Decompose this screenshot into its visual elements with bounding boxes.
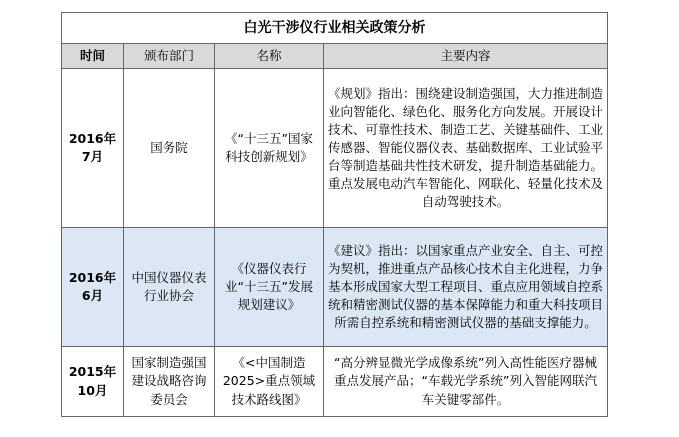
table-row: [62, 69, 608, 228]
cell-department: 国务院: [124, 69, 215, 228]
policy-table: [61, 12, 608, 417]
cell-time: [62, 69, 124, 228]
cell-content: “高分辨显微光学成像系统”列入高性能医疗器械重点发展产品；“车载光学系统”列入智能网联汽车关键零部件。: [324, 347, 608, 417]
time-text: 2015年 10月: [68, 364, 117, 398]
policy-table-container: [61, 12, 607, 417]
cell-department: 国家制造强国建设战略咨询委员会: [124, 347, 215, 417]
header-time: 时间: [62, 44, 124, 69]
header-name: 名称: [215, 44, 324, 69]
cell-time: [62, 228, 124, 347]
cell-department: 中国仪器仪表行业协会: [124, 228, 215, 347]
time-text: 2016年 6月: [68, 269, 117, 303]
table-row: [62, 228, 608, 347]
cell-name: 《<中国制造2025>重点领域技术路线图》: [215, 347, 324, 417]
cell-content: 《建议》指出：以国家重点产业安全、自主、可控为契机，推进重点产品核心技术自主化进程，力争基本形成国家大型工程项目、重点应用领域自控系统和精密测试仪器的基本保障能力和重大科技项目所需自控系统和精密测试仪器的基础支撑能力。: [324, 228, 608, 347]
header-department: 颁布部门: [124, 44, 215, 69]
cell-time: [62, 347, 124, 417]
cell-name: 《仪器仪表行业“十三五”发展规划建议》: [215, 228, 324, 347]
table-title-row: [62, 13, 608, 44]
cell-content: 《规划》指出：围绕建设制造强国，大力推进制造业向智能化、绿色化、服务化方向发展。开展设计技术、可靠性技术、制造工艺、关键基础件、工业传感器、智能仪器仪表、基础数据库、工业试验平台等制造基础共性技术研发，提升制造基础能力。重点发展电动汽车智能化、网联化、轻量化技术及自动驾驶技术。: [324, 69, 608, 228]
table-title: 白光干涉仪行业相关政策分析: [62, 13, 608, 44]
time-text: 2016年 7月: [68, 130, 117, 164]
table-header-row: [62, 44, 608, 69]
table-row: [62, 347, 608, 417]
cell-name: 《“十三五”国家科技创新规划》: [215, 69, 324, 228]
header-content: 主要内容: [324, 44, 608, 69]
